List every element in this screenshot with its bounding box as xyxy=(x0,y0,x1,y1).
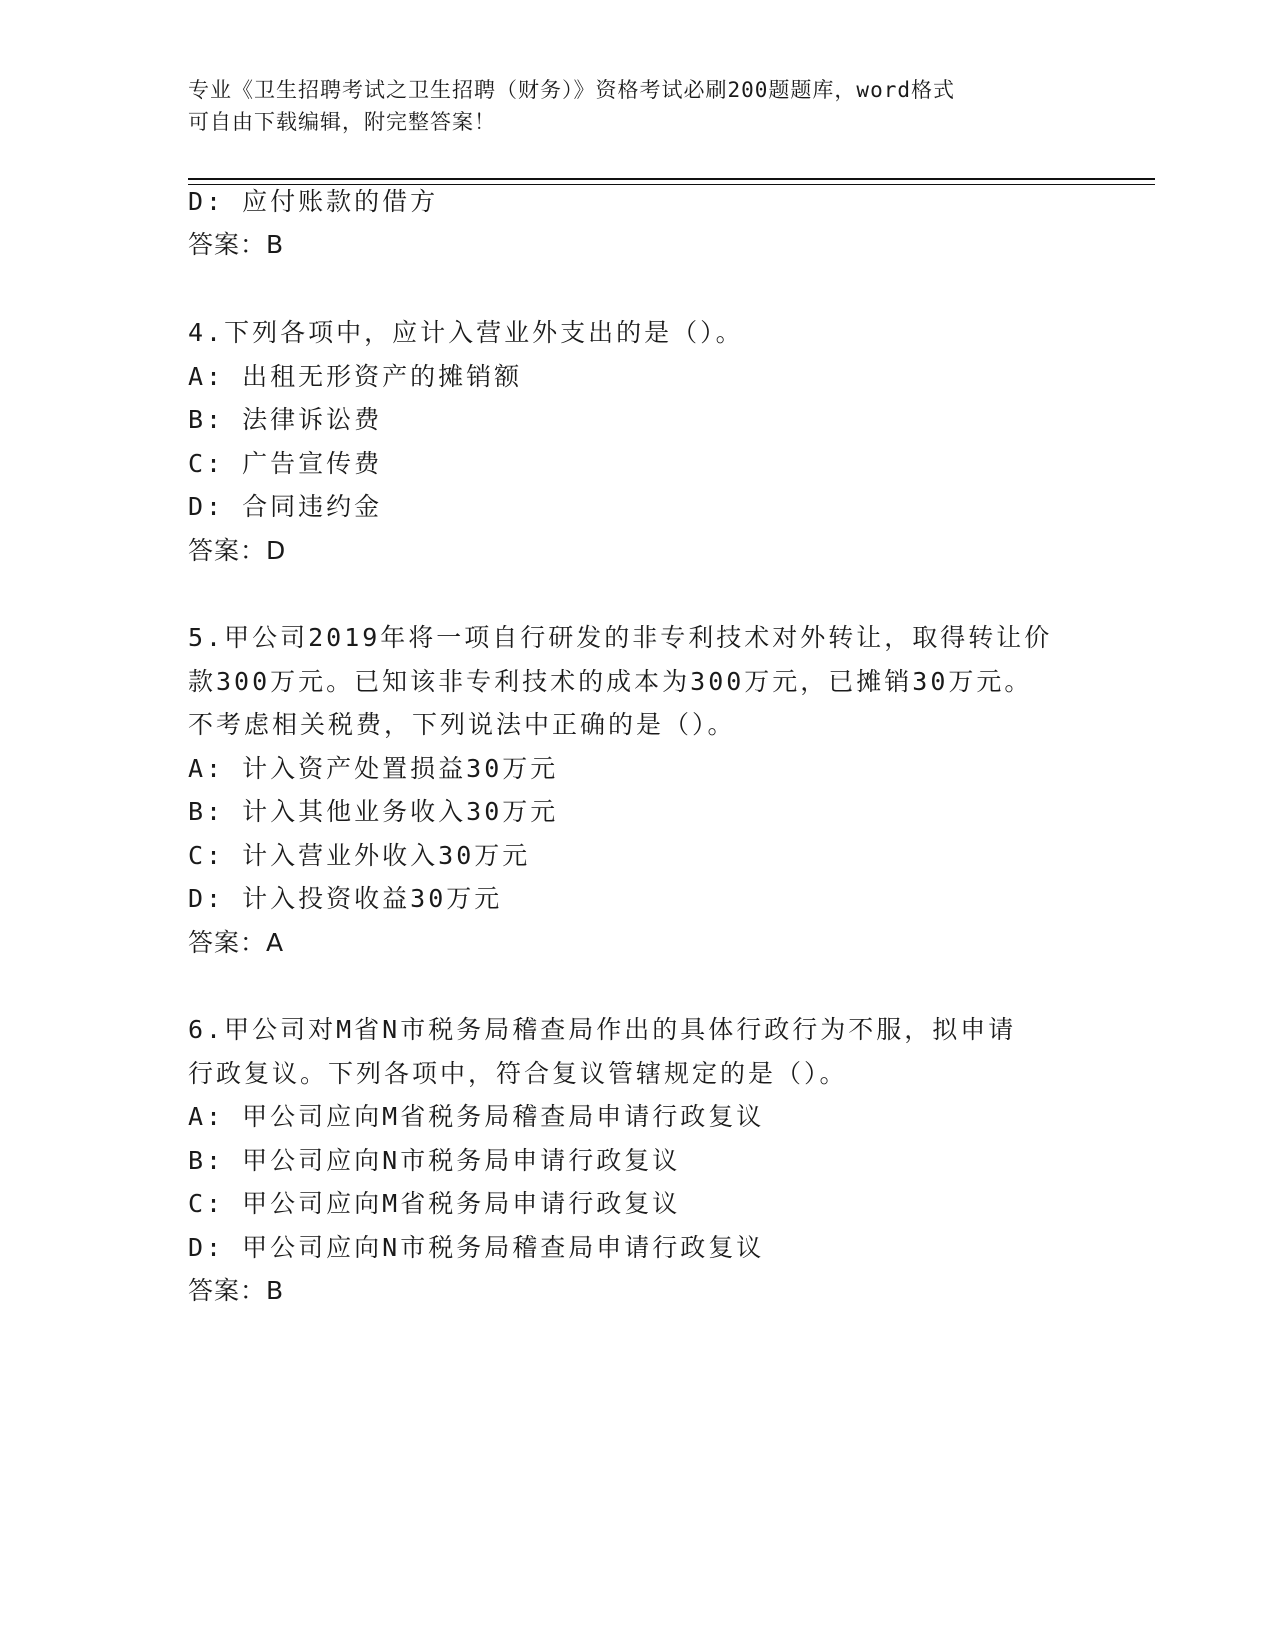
q5-option-a: A: 计入资产处置损益30万元 xyxy=(188,754,559,783)
q5-stem-line-1: 5.甲公司2019年将一项自行研发的非专利技术对外转让，取得转让价 xyxy=(188,623,1053,652)
q6-stem-line-2: 行政复议。下列各项中，符合复议管辖规定的是（）。 xyxy=(188,1059,848,1088)
q5-option-d: D: 计入投资收益30万元 xyxy=(188,884,503,913)
q6-option-b: B: 甲公司应向N市税务局申请行政复议 xyxy=(188,1146,681,1175)
q6-option-c: C: 甲公司应向M省税务局申请行政复议 xyxy=(188,1189,681,1218)
q5-stem-line-3: 不考虑相关税费，下列说法中正确的是（）。 xyxy=(188,710,736,739)
q6-option-a: A: 甲公司应向M省税务局稽查局申请行政复议 xyxy=(188,1102,765,1131)
q4-option-c: C: 广告宣传费 xyxy=(188,449,383,478)
q6-answer: 答案：B xyxy=(188,1276,285,1305)
q6-option-d: D: 甲公司应向N市税务局稽查局申请行政复议 xyxy=(188,1233,765,1262)
q4-option-d: D: 合同违约金 xyxy=(188,492,383,521)
q5-option-b: B: 计入其他业务收入30万元 xyxy=(188,797,559,826)
q4-option-b: B: 法律诉讼费 xyxy=(188,405,383,434)
prev-question-answer: 答案：B xyxy=(188,230,285,259)
q5-option-c: C: 计入营业外收入30万元 xyxy=(188,841,531,870)
q4-answer: 答案：D xyxy=(188,536,287,565)
q5-stem-line-2: 款300万元。已知该非专利技术的成本为300万元，已摊销30万元。 xyxy=(188,667,1033,696)
header-title-line-1: 专业《卫生招聘考试之卫生招聘（财务）》资格考试必刷200题题库，word格式 xyxy=(188,78,955,102)
header-title-line-2: 可自由下载编辑，附完整答案！ xyxy=(188,110,496,134)
header-divider-thick xyxy=(188,178,1155,180)
q6-stem-line-1: 6.甲公司对M省N市税务局稽查局作出的具体行政行为不服，拟申请 xyxy=(188,1015,1017,1044)
q4-stem: 4.下列各项中，应计入营业外支出的是（）。 xyxy=(188,318,744,347)
q5-answer: 答案：A xyxy=(188,928,285,957)
prev-question-option-d: D: 应付账款的借方 xyxy=(188,187,439,216)
q4-option-a: A: 出租无形资产的摊销额 xyxy=(188,362,523,391)
